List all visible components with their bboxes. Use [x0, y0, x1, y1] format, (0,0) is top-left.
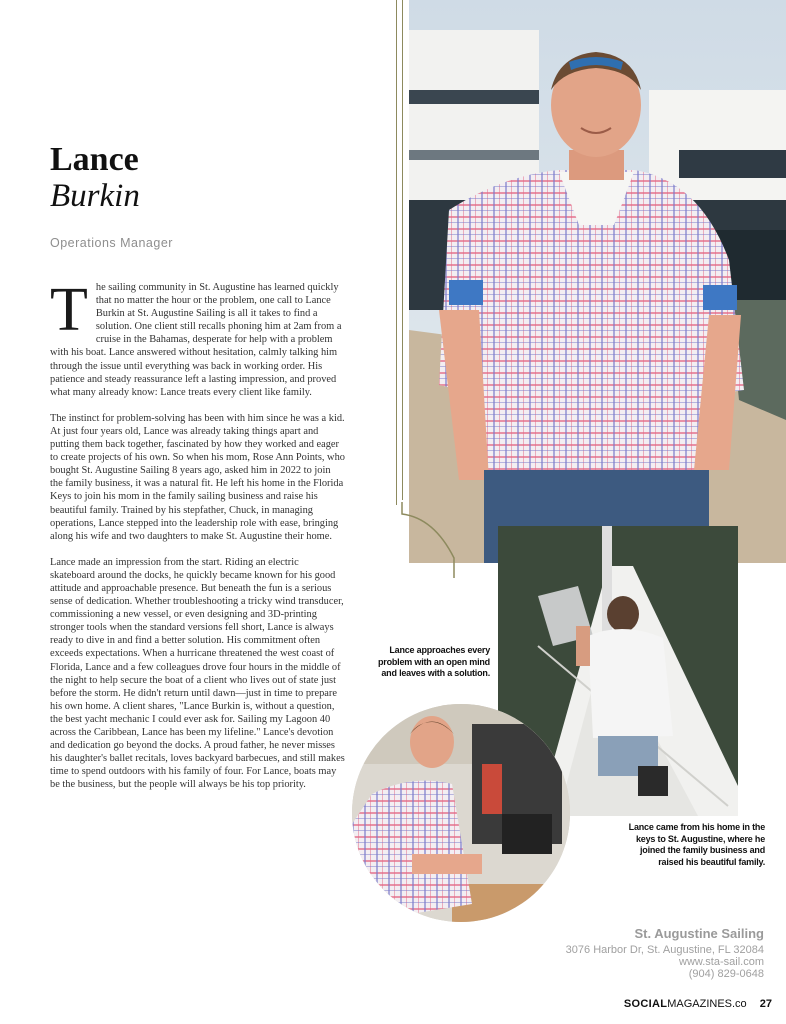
business-address: 3076 Harbor Dr, St. Augustine, FL 32084: [565, 944, 764, 956]
portrait-illustration: [409, 0, 786, 563]
article-paragraph-3: Lance made an impression from the start. Riding an electric skateboard around the docks, he quickly became known for his good attitude and approachable presence. But beneath the fun is a serious sense of dedication. Whether troubleshooting a tricky wind transducer, commissioning a new vessel, or even designing and 3D-printing stronger tools when the standard versions fell short, Lance is always ready to dive in and find a better solution. His commitment often exceeds expectations. When a hurricane threatened the west coast of Florida, Lance and a few colleagues drove four hours in the middle of the night to help secure the boat of a client who lives out of state just before the storm. He didn't return until dawn—just in time to prepare his own home. A client shares, "Lance Burkin is, without a question, the best yacht mechanic I could ever ask for. Sailing my Lagoon 40 across the Caribbean, Lance has been my lifeline." Lance's devotion and dedication go beyond the docks. A proud father, he never misses his daughter's ballet recitals, loves backyard barbecues, and still makes time to spend outdoors with his family of four. For Lance, boats may be the business, but the people will always be his top priority.: [50, 556, 345, 791]
portrait-photo: [409, 0, 786, 563]
footer-brand-rest: MAGAZINES.co: [667, 998, 747, 1010]
job-title: Operations Manager: [50, 236, 173, 250]
business-phone[interactable]: (904) 829-0648: [688, 968, 764, 980]
caption-workshop: Lance approaches every problem with an open mind and leaves with a solution.: [377, 645, 490, 678]
frame-outer-vertical-line: [402, 0, 403, 500]
drop-cap: T: [50, 276, 88, 344]
business-name: St. Augustine Sailing: [634, 926, 764, 941]
frame-vertical-line: [396, 0, 397, 505]
headline-first-name: Lance: [50, 141, 139, 178]
article-paragraph-1: [50, 276, 345, 399]
page-footer: [624, 998, 772, 1010]
caption-sailboat: Lance came from his home in the keys to St. Augustine, where he joined the family business and raised his beautiful family.: [628, 822, 765, 867]
headline-last-name: Burkin: [50, 178, 140, 214]
frame-curve: [394, 500, 514, 580]
workshop-photo: [352, 704, 570, 922]
footer-brand-bold: SOCIAL: [623, 998, 668, 1010]
paragraph-1-text: he sailing community in St. Augustine has learned quickly that no matter the hour or the problem, one call to Lance Burkin at St. Augustine Sailing is all it takes to find a solution. One client still recalls phoning him at 2am from a cruise in the Bahamas, desperate for help with a problem with his boat. Lance answered without hesitation, calmly talking him through the issue until everything was back in working order. His patience and steady reassurance left a lasting impression, and proved what many already know: Lance treats every client like family.: [50, 282, 342, 398]
article-body: [50, 276, 345, 804]
business-website[interactable]: www.sta-sail.com: [679, 956, 764, 968]
workshop-illustration: [352, 704, 570, 922]
page-number: 27: [759, 998, 772, 1010]
article-paragraph-2: The instinct for problem-solving has been with him since he was a kid. At just four years old, Lance was already taking things apart and putting them back together, fascinated by how they worked and eager to create projects of his own. So when his mom, Rose Ann Points, who bought St. Augustine Sailing 8 years ago, asked him in 2022 to join the family business, it was a natural fit. He left his home in the Florida Keys to join his mom in the family sailing business and raise his beautiful family. Trained by his stepfather, Chuck, in managing operations, Lance stepped into the leadership role with ease, bringing along his wife and two daughters to make St. Augustine their home.: [50, 412, 345, 542]
